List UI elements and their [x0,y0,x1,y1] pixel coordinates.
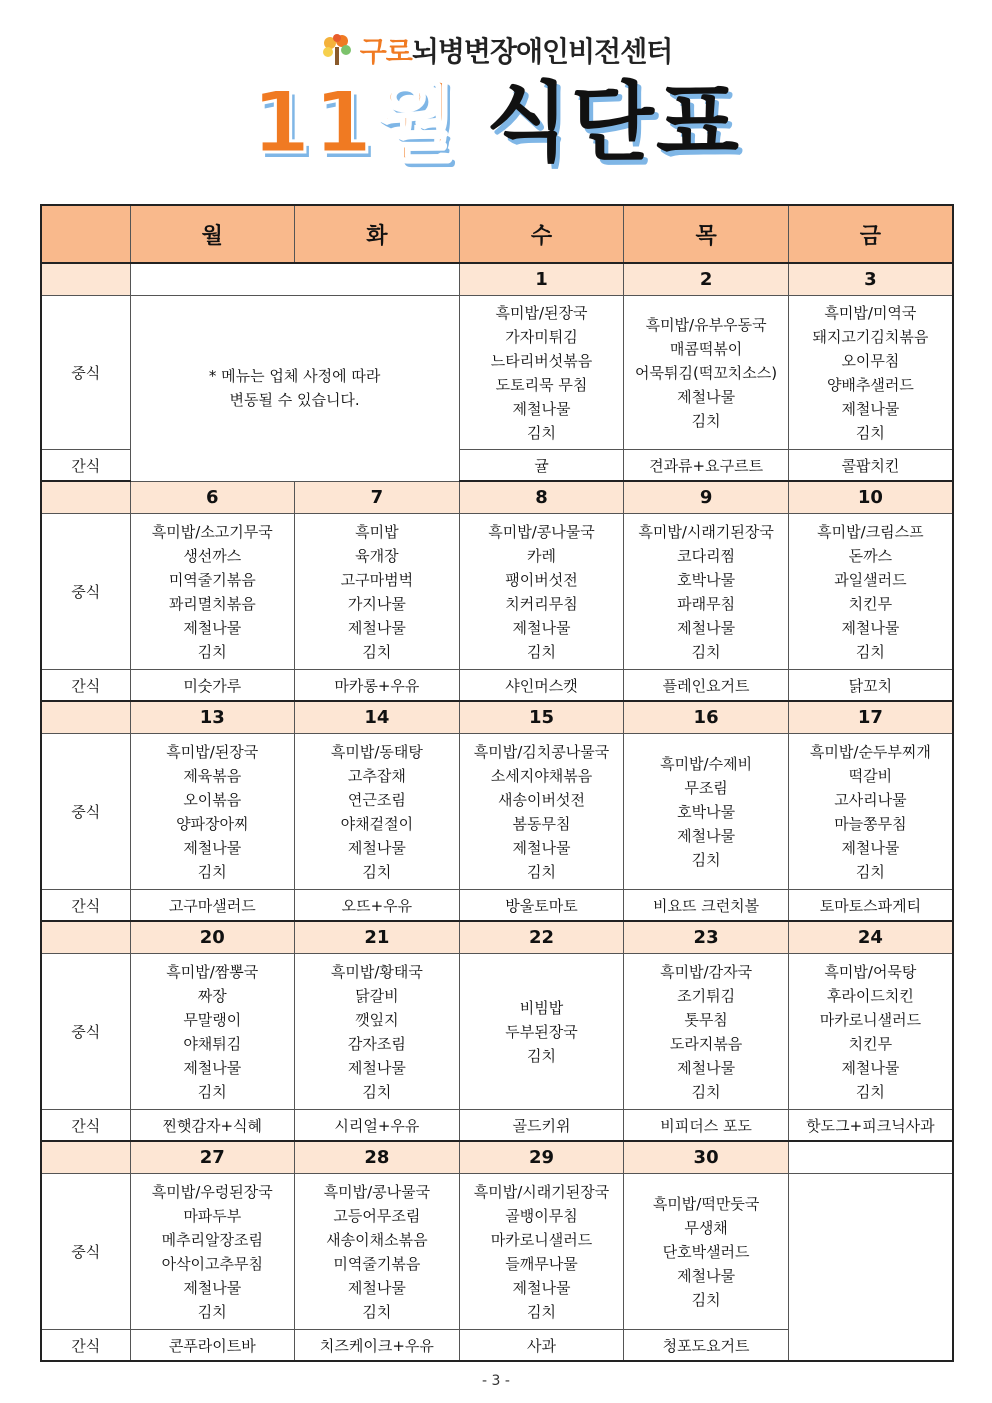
menu-item: 고등어무조림 [333,1206,421,1225]
lunch-menu-cell [295,954,460,1110]
snack-cell: 견과류+요구르트 [624,450,789,482]
lunch-label: 중식 [41,954,130,1110]
menu-item: 카레 [526,546,556,565]
lunch-menu-cell [130,734,295,890]
date-cell: 15 [459,701,624,734]
date-cell: 23 [624,921,789,954]
menu-item: 톳무침 [684,1010,728,1029]
menu-item: 마카로니샐러드 [490,1230,593,1249]
snack-cell: 청포도요거트 [624,1330,789,1362]
menu-item: 김치 [691,411,721,430]
date-cell: 14 [295,701,460,734]
menu-item: 흑미밥/콩나물국 [323,1182,431,1201]
date-cell [788,1141,953,1174]
menu-item: 제철나물 [512,1278,571,1297]
lunch-menu-cell [624,1174,789,1330]
lunch-menu-cell [788,954,953,1110]
menu-item: 제철나물 [347,1058,406,1077]
menu-item: 후라이드치킨 [826,986,914,1005]
lunch-menu-cell [459,734,624,890]
menu-item: 제철나물 [677,1266,736,1285]
date-row [41,481,953,514]
lunch-menu-cell [624,296,789,450]
lunch-label: 중식 [41,734,130,890]
snack-cell: 귤 [459,450,624,482]
menu-item: 흑미밥/우렁된장국 [151,1182,273,1201]
menu-item: 오이무침 [841,351,900,370]
snack-label: 간식 [41,670,130,702]
snack-row [41,1110,953,1142]
menu-item: 제철나물 [183,618,242,637]
menu-item: 무생채 [684,1218,728,1237]
lunch-menu-cell [624,734,789,890]
meal-plan-table [40,204,954,1362]
menu-item: 흑미밥/미역국 [824,303,917,322]
lunch-label: 중식 [41,514,130,670]
menu-item: 김치 [362,862,392,881]
menu-item: 미역줄기볶음 [168,570,256,589]
weekday-tue: 화 [295,205,460,263]
lunch-menu-cell [130,1174,295,1330]
snack-row [41,670,953,702]
menu-item: 제철나물 [347,1278,406,1297]
menu-item: 고추잡채 [347,766,406,785]
snack-cell: 콜팝치킨 [788,450,953,482]
menu-item: 무말랭이 [183,1010,242,1029]
menu-item: 김치 [855,862,885,881]
menu-item: 가지나물 [347,594,406,613]
snack-cell: 플레인요거트 [624,670,789,702]
menu-item: 제철나물 [347,838,406,857]
menu-item: 도라지볶음 [669,1034,743,1053]
menu-item: 김치 [197,1082,227,1101]
menu-item: 미역줄기볶음 [333,1254,421,1273]
menu-item: 김치 [526,862,556,881]
empty-date-cell [130,263,459,296]
lunch-row [41,734,953,890]
snack-label: 간식 [41,1330,130,1362]
title-word: 식단표 [485,73,741,173]
menu-item: 닭갈비 [355,986,399,1005]
menu-item: 돼지고기김치볶음 [812,327,929,346]
menu-item: 흑미밥/시래기된장국 [638,522,774,541]
menu-item: 치커리무침 [505,594,578,613]
date-cell: 27 [130,1141,295,1174]
date-cell: 30 [624,1141,789,1174]
snack-label: 간식 [41,1110,130,1142]
date-row [41,701,953,734]
menu-item: 흑미밥/수제비 [660,754,753,773]
lunch-row [41,1174,953,1330]
menu-item: 제철나물 [183,838,242,857]
menu-item: 아삭이고추무침 [161,1254,264,1273]
snack-row [41,890,953,922]
menu-item: 제철나물 [677,826,736,845]
date-row [41,263,953,296]
weekday-thu: 목 [624,205,789,263]
lunch-menu-cell [130,514,295,670]
menu-item: 흑미밥 [355,522,399,541]
lunch-row [41,296,953,450]
snack-cell: 마카롱+우유 [295,670,460,702]
lunch-menu-cell [624,514,789,670]
menu-item: 흑미밥/크림스프 [817,522,924,541]
menu-item: 봄동무침 [512,814,571,833]
menu-item: 김치 [197,1302,227,1321]
snack-cell: 치즈케이크+우유 [295,1330,460,1362]
menu-item: 깻잎지 [355,1010,399,1029]
menu-item: 조기튀김 [677,986,736,1005]
empty-menu-cell [788,1174,953,1362]
date-cell: 21 [295,921,460,954]
lunch-menu-cell [459,954,624,1110]
menu-item: 야채튀김 [183,1034,242,1053]
menu-item: 새송이버섯전 [498,790,585,809]
date-row-label [41,921,130,954]
title-month: 11월 [251,73,460,173]
menu-item: 김치 [855,1082,885,1101]
date-cell: 13 [130,701,295,734]
snack-label: 간식 [41,450,130,482]
lunch-menu-cell [459,514,624,670]
date-cell: 20 [130,921,295,954]
menu-item: 새송이채소볶음 [326,1230,428,1249]
menu-item: 무조림 [684,778,728,797]
menu-item: 제철나물 [512,618,571,637]
date-cell: 2 [624,263,789,296]
menu-item: 흑미밥/시래기된장국 [473,1182,610,1201]
menu-item: 고구마범벅 [340,570,414,589]
snack-cell: 비피더스 포도 [624,1110,789,1142]
menu-item: 김치 [197,642,227,661]
date-cell: 28 [295,1141,460,1174]
snack-cell: 미숫가루 [130,670,295,702]
snack-cell: 토마토스파게티 [788,890,953,922]
date-row-label [41,701,130,734]
weekday-wed: 수 [459,205,624,263]
weekday-header-row [41,205,953,263]
menu-item: 제철나물 [347,618,406,637]
date-cell: 16 [624,701,789,734]
lunch-menu-cell [788,514,953,670]
menu-item: 김치 [691,642,721,661]
menu-item: 골뱅이무침 [505,1206,578,1225]
menu-item: 파래무침 [677,594,736,613]
menu-item: 흑미밥/된장국 [166,742,259,761]
menu-item: 김치 [362,642,392,661]
snack-cell: 찐햇감자+식혜 [130,1110,295,1142]
menu-item: 들깨무나물 [505,1254,578,1273]
page-number: - 3 - [482,1373,510,1389]
snack-cell: 사과 [459,1330,624,1362]
menu-item: 호박나물 [677,802,736,821]
menu-item: 과일샐러드 [834,570,907,589]
menu-item: 도토리묵 무침 [495,375,588,394]
lunch-row [41,514,953,670]
date-row-label [41,481,130,514]
menu-item: 마카로니샐러드 [819,1010,922,1029]
menu-item: 오이볶음 [183,790,242,809]
menu-item: 흑미밥/황태국 [330,962,423,981]
menu-item: 치킨무 [848,1034,893,1053]
menu-item: 김치 [526,1302,556,1321]
menu-item: 치킨무 [848,594,893,613]
snack-cell: 방울토마토 [459,890,624,922]
lunch-menu-cell [295,1174,460,1330]
menu-item: 마늘쫑무침 [834,814,907,833]
date-row [41,921,953,954]
lunch-menu-cell [459,1174,624,1330]
menu-item: 흑미밥/떡만둣국 [652,1194,760,1213]
date-row-label [41,263,130,296]
weekday-fri: 금 [788,205,953,263]
lunch-menu-cell [459,296,624,450]
date-cell: 17 [788,701,953,734]
date-row [41,1141,953,1174]
menu-item: 연근조림 [347,790,406,809]
menu-item: 매콤떡볶이 [669,339,743,358]
menu-item: 마파두부 [183,1206,242,1225]
menu-item: 흑미밥/짬뽕국 [166,962,259,981]
date-cell: 8 [459,481,624,514]
lunch-menu-cell [130,954,295,1110]
menu-item: 제철나물 [841,838,900,857]
menu-item: 제육볶음 [183,766,242,785]
date-cell: 24 [788,921,953,954]
snack-cell: 콘푸라이트바 [130,1330,295,1362]
menu-item: 양파장아찌 [176,814,249,833]
menu-item: 제철나물 [512,838,571,857]
date-row-label [41,1141,130,1174]
menu-item: 느타리버섯볶음 [490,351,593,370]
menu-change-notice: * 메뉴는 업체 사정에 따라 변동될 수 있습니다. [130,296,459,482]
snack-cell: 닭꼬치 [788,670,953,702]
lunch-label: 중식 [41,296,130,450]
menu-item: 제철나물 [183,1058,242,1077]
org-suffix: 뇌병변장애인비전센터 [411,35,673,68]
weekday-mon: 월 [130,205,295,263]
snack-cell: 골드키위 [459,1110,624,1142]
tree-logo-icon [320,33,354,74]
menu-item: 단호박샐러드 [662,1242,750,1261]
lunch-menu-cell [295,514,460,670]
menu-item: 제철나물 [677,618,736,637]
lunch-row [41,954,953,1110]
date-cell: 10 [788,481,953,514]
menu-item: 육개장 [355,546,399,565]
menu-item: 야채겉절이 [340,814,414,833]
date-cell: 6 [130,481,295,514]
menu-item: 감자조림 [347,1034,406,1053]
menu-item: 코다리찜 [677,546,736,565]
menu-item: 호박나물 [677,570,736,589]
lunch-menu-cell [788,734,953,890]
date-cell: 22 [459,921,624,954]
lunch-label: 중식 [41,1174,130,1330]
menu-item: 김치 [362,1302,392,1321]
menu-item: 돈까스 [848,546,893,565]
snack-cell: 핫도그+피크닉사과 [788,1110,953,1142]
date-cell: 7 [295,481,460,514]
snack-cell: 고구마샐러드 [130,890,295,922]
menu-item: 어묵튀김(떡꼬치소스) [635,363,778,382]
menu-item: 제철나물 [677,1058,736,1077]
menu-item: 짜장 [197,986,227,1005]
snack-cell: 오뜨+우유 [295,890,460,922]
corner-cell [41,205,130,263]
menu-item: 제철나물 [183,1278,242,1297]
menu-item: 흑미밥/콩나물국 [488,522,595,541]
date-cell: 9 [624,481,789,514]
menu-item: 고사리나물 [834,790,907,809]
menu-item: 김치 [691,850,721,869]
menu-item: 팽이버섯전 [505,570,578,589]
menu-item: 두부된장국 [505,1022,578,1041]
menu-item: 제철나물 [677,387,736,406]
menu-item: 메추리알장조림 [161,1230,264,1249]
menu-item: 제철나물 [841,1058,900,1077]
menu-item: 흑미밥/어묵탕 [824,962,917,981]
organization-name [0,30,992,74]
snack-cell: 샤인머스캣 [459,670,624,702]
menu-item: 제철나물 [841,618,900,637]
menu-item: 흑미밥/소고기무국 [151,522,273,541]
menu-item: 김치 [691,1082,721,1101]
menu-item: 김치 [197,862,227,881]
snack-cell: 시리얼+우유 [295,1110,460,1142]
date-cell: 1 [459,263,624,296]
lunch-menu-cell [295,734,460,890]
lunch-menu-cell [788,296,953,450]
menu-item: 가자미튀김 [505,327,578,346]
org-prefix: 구로 [359,35,412,68]
snack-label: 간식 [41,890,130,922]
menu-item: 김치 [362,1082,392,1101]
menu-item: 김치 [855,423,885,442]
menu-item: 흑미밥/된장국 [495,303,588,322]
menu-item: 생선까스 [183,546,242,565]
menu-item: 흑미밥/순두부찌개 [809,742,931,761]
menu-item: 제철나물 [512,399,571,418]
menu-item: 흑미밥/김치콩나물국 [473,742,610,761]
page-title [0,73,992,173]
menu-item: 김치 [526,1046,556,1065]
menu-item: 떡갈비 [848,766,893,785]
lunch-menu-cell [624,954,789,1110]
menu-item: 김치 [855,642,885,661]
menu-item: 흑미밥/유부우동국 [645,315,767,334]
menu-item: 흑미밥/동태탕 [330,742,423,761]
menu-item: 양배추샐러드 [826,375,914,394]
menu-item: 제철나물 [841,399,900,418]
menu-item: 김치 [526,642,556,661]
menu-item: 흑미밥/감자국 [660,962,753,981]
snack-cell: 비요뜨 크런치볼 [624,890,789,922]
menu-item: 김치 [526,423,556,442]
menu-item: 소세지야채볶음 [490,766,593,785]
date-cell: 29 [459,1141,624,1174]
menu-item: 꽈리멸치볶음 [168,594,256,613]
date-cell: 3 [788,263,953,296]
menu-item: 김치 [691,1290,721,1309]
menu-item: 비빔밥 [519,998,564,1017]
